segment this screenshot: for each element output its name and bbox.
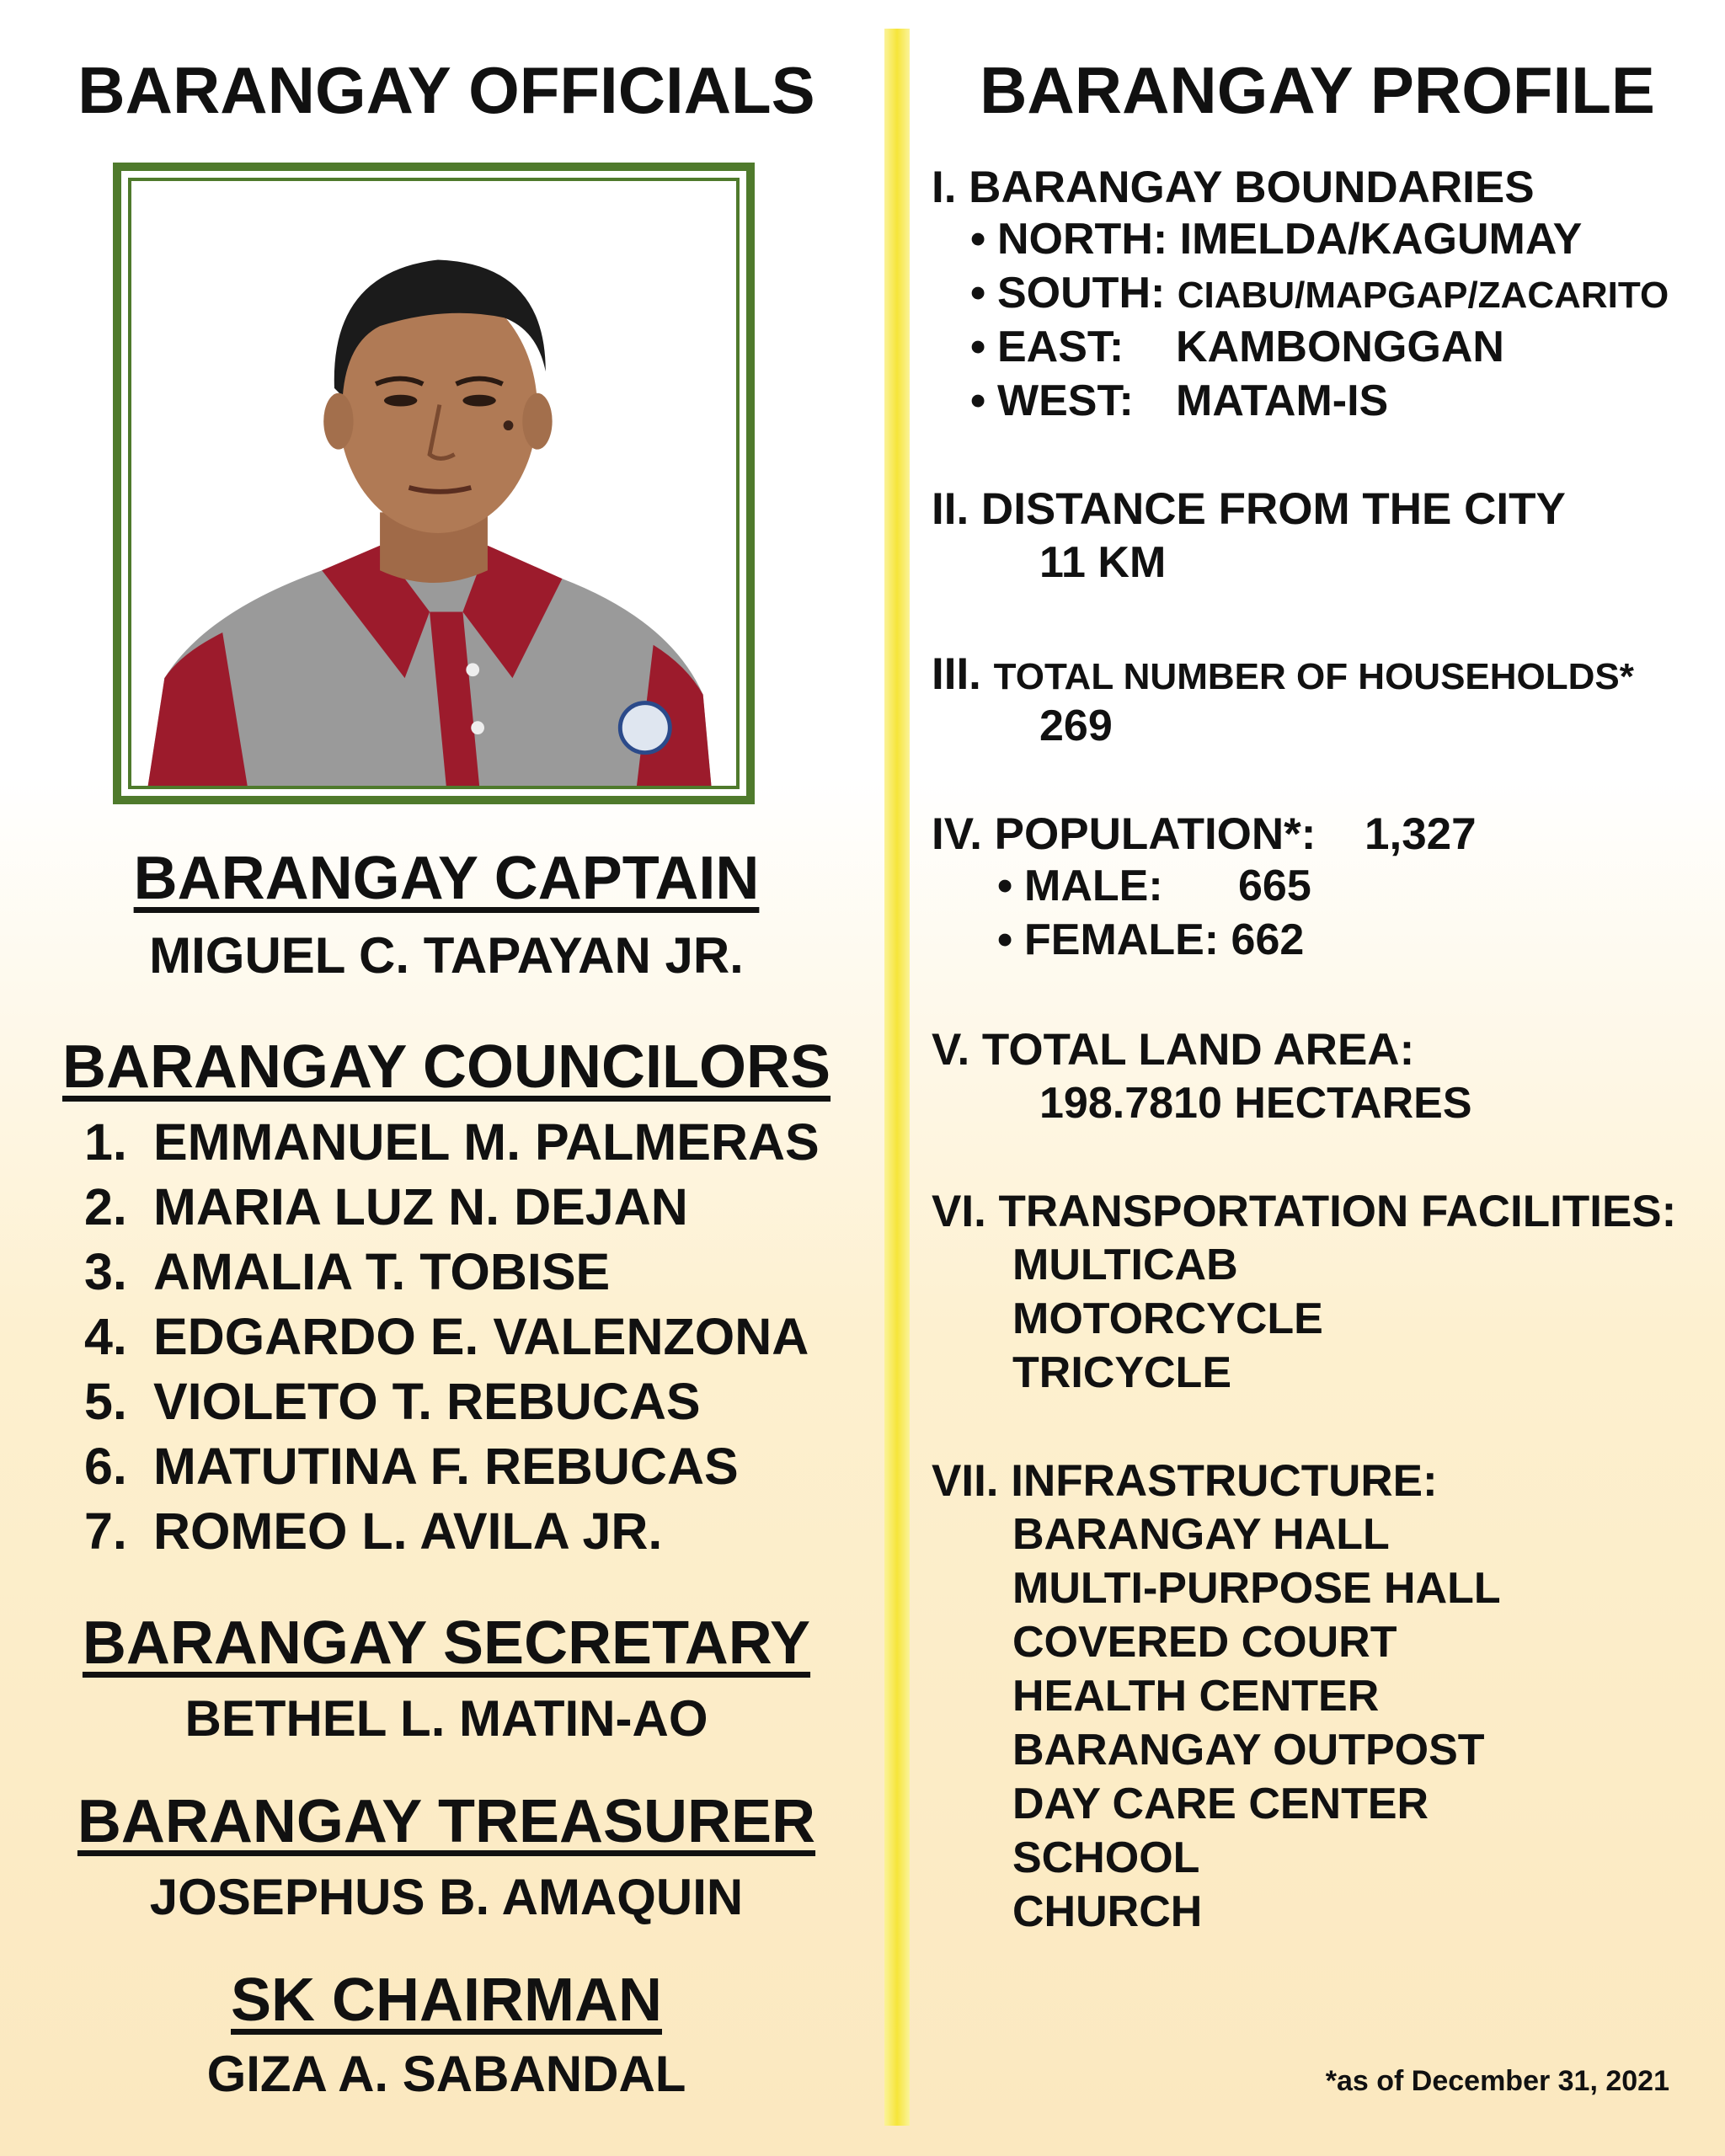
treasurer-role: BARANGAY TREASURER (77, 1788, 816, 1855)
boundaries-heading: I. BARANGAY BOUNDARIES (932, 163, 1535, 212)
treasurer-name: JOSEPHUS B. AMAQUIN (149, 1869, 744, 1925)
list-item: MULTICAB (1012, 1241, 1238, 1289)
officials-title: BARANGAY OFFICIALS (77, 53, 815, 127)
list-item: 6. MATUTINA F. REBUCAS (84, 1438, 739, 1495)
population-female: • FEMALE: 662 (997, 915, 1305, 964)
list-item: MULTI-PURPOSE HALL (1012, 1564, 1501, 1613)
footnote: *as of December 31, 2021 (1325, 2065, 1669, 2097)
profile-title: BARANGAY PROFILE (980, 53, 1655, 127)
list-item: 5. VIOLETO T. REBUCAS (84, 1373, 701, 1430)
captain-role: BARANGAY CAPTAIN (133, 845, 760, 912)
infrastructure-heading: VII. INFRASTRUCTURE: (932, 1456, 1438, 1506)
sk-name: GIZA A. SABANDAL (206, 2046, 686, 2102)
captain-portrait-illustration (131, 181, 736, 786)
secretary-role: BARANGAY SECRETARY (82, 1609, 811, 1677)
infrastructure-list (1012, 1508, 1501, 1939)
boundary-east: • EAST: KAMBONGGAN (970, 323, 1504, 371)
councilors-list (84, 1110, 820, 1564)
list-item: MOTORCYCLE (1012, 1294, 1323, 1343)
list-item: BARANGAY HALL (1012, 1510, 1390, 1559)
population-heading: IV. POPULATION*: 1,327 (932, 809, 1477, 859)
list-item: BARANGAY OUTPOST (1012, 1726, 1485, 1774)
households-value: 269 (1039, 702, 1113, 750)
distance-value: 11 KM (1039, 538, 1167, 587)
list-item: SCHOOL (1012, 1833, 1200, 1882)
list-item: HEALTH CENTER (1012, 1672, 1380, 1721)
boundary-south: • SOUTH: CIABU/MAPGAP/ZACARITO (970, 269, 1669, 318)
boundary-west: • WEST: MATAM-IS (970, 376, 1389, 425)
list-item: 3. AMALIA T. TOBISE (84, 1243, 611, 1300)
land-value: 198.7810 HECTARES (1039, 1079, 1472, 1128)
captain-photo (128, 178, 740, 789)
captain-name: MIGUEL C. TAPAYAN JR. (149, 927, 744, 984)
transport-list (1012, 1238, 1323, 1400)
list-item: CHURCH (1012, 1887, 1203, 1936)
transport-heading: VI. TRANSPORTATION FACILITIES: (932, 1187, 1677, 1236)
list-item: DAY CARE CENTER (1012, 1780, 1429, 1828)
secretary-name: BETHEL L. MATIN-AO (184, 1690, 708, 1747)
population-male: • MALE: 665 (997, 862, 1311, 910)
boundary-north: • NORTH: IMELDA/KAGUMAY (970, 215, 1583, 264)
list-item: 2. MARIA LUZ N. DEJAN (84, 1178, 688, 1235)
list-item: 1. EMMANUEL M. PALMERAS (84, 1113, 820, 1171)
list-item: COVERED COURT (1012, 1618, 1397, 1667)
list-item: TRICYCLE (1012, 1348, 1231, 1397)
land-heading: V. TOTAL LAND AREA: (932, 1025, 1415, 1075)
households-heading: III. TOTAL NUMBER OF HOUSEHOLDS* (932, 649, 1634, 699)
distance-heading: II. DISTANCE FROM THE CITY (932, 484, 1566, 534)
list-item: 7. ROMEO L. AVILA JR. (84, 1502, 663, 1560)
list-item: 4. EDGARDO E. VALENZONA (84, 1308, 809, 1365)
sk-role: SK CHAIRMAN (231, 1967, 662, 2034)
councilors-role: BARANGAY COUNCILORS (61, 1033, 831, 1101)
captain-photo-frame (113, 163, 755, 804)
